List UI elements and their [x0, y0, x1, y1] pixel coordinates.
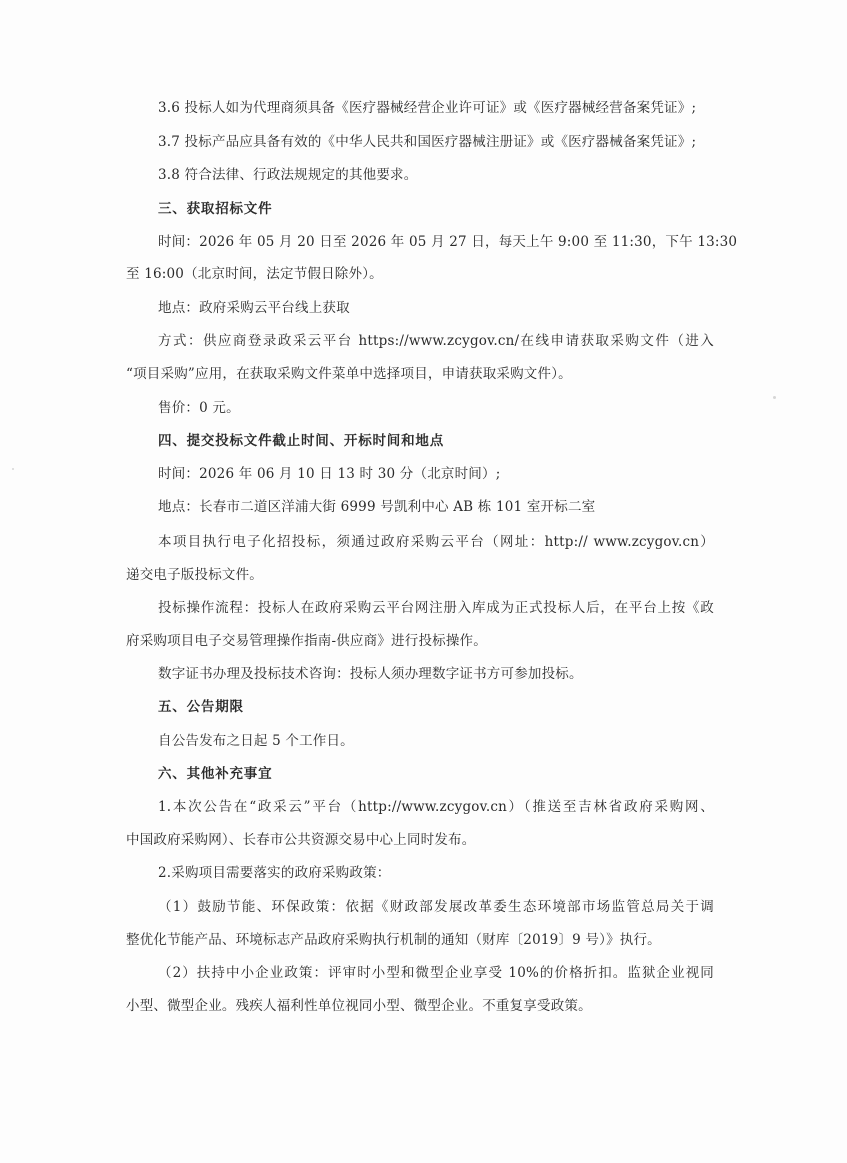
paragraph-notice-period: 自公告发布之日起 5 个工作日。 — [158, 733, 354, 749]
paragraph-deadline: 时间：2026 年 06 月 10 日 13 时 30 分（北京时间）; — [158, 466, 501, 482]
paragraph-venue: 地点：长春市二道区洋浦大街 6999 号凯利中心 AB 栋 101 室开标二室 — [158, 499, 596, 515]
paragraph-sme-line-2: 小型、微型企业。残疾人福利性单位视同小型、微型企业。不重复享受政策。 — [126, 998, 592, 1014]
paragraph-energy-line-1: （1）鼓励节能、环保政策：依据《财政部发展改革委生态环境部市场监管总局关于调 — [158, 899, 714, 915]
scan-speck — [773, 396, 776, 399]
paragraph-procedure-line-2: 府采购项目电子交易管理操作指南-供应商》进行投标操作。 — [126, 633, 487, 649]
scan-speck — [12, 468, 14, 470]
paragraph-e-bidding-line-1: 本项目执行电子化招投标，须通过政府采购云平台（网址：http:// www.zcygov.cn） — [158, 534, 714, 550]
paragraph-time-line-2: 至 16:00（北京时间，法定节假日除外）。 — [126, 266, 383, 282]
section-heading-4: 四、提交投标文件截止时间、开标时间和地点 — [158, 433, 444, 449]
paragraph-energy-line-2: 整优化节能产品、环境标志产品政府采购执行机制的通知（财库〔2019〕9 号）》执行。 — [126, 932, 661, 948]
section-heading-3: 三、获取招标文件 — [158, 201, 273, 217]
paragraph-procedure-line-1: 投标操作流程：投标人在政府采购云平台网注册入库成为正式投标人后，在平台上按《政 — [158, 600, 714, 616]
paragraph-certificate: 数字证书办理及投标技术咨询：投标人须办理数字证书方可参加投标。 — [158, 666, 583, 682]
paragraph-e-bidding-line-2: 递交电子版投标文件。 — [126, 567, 263, 583]
clause-3-7: 3.7 投标产品应具备有效的《中华人民共和国医疗器械注册证》或《医疗器械备案凭证》; — [158, 134, 697, 150]
paragraph-publish-line-2: 中国政府采购网）、长春市公共资源交易中心上同时发布。 — [126, 832, 476, 848]
section-heading-6: 六、其他补充事宜 — [158, 766, 273, 782]
paragraph-policy-intro: 2.采购项目需要落实的政府采购政策： — [158, 865, 391, 881]
paragraph-location: 地点：政府采购云平台线上获取 — [158, 300, 350, 316]
paragraph-sme-line-1: （2）扶持中小企业政策：评审时小型和微型企业享受 10%的价格折扣。监狱企业视同 — [158, 965, 714, 981]
paragraph-method-line-1: 方式：供应商登录政采云平台 https://www.zcygov.cn/在线申请获取采购文件（进入 — [158, 333, 714, 349]
paragraph-time-line-1: 时间：2026 年 05 月 20 日至 2026 年 05 月 27 日，每天上午 9:00 至 11:30，下午 13:30 — [158, 234, 738, 250]
clause-3-8: 3.8 符合法律、行政法规规定的其他要求。 — [158, 167, 418, 183]
section-heading-5: 五、公告期限 — [158, 699, 244, 715]
paragraph-price: 售价：0 元。 — [158, 400, 240, 416]
clause-3-6: 3.6 投标人如为代理商须具备《医疗器械经营企业许可证》或《医疗器械经营备案凭证》; — [158, 100, 697, 116]
paragraph-publish-line-1: 1.本次公告在“政采云”平台（http://www.zcygov.cn）（推送至吉林省政府采购网、 — [158, 799, 714, 815]
paragraph-method-line-2: “项目采购”应用，在获取采购文件菜单中选择项目，申请获取采购文件）。 — [126, 366, 572, 382]
